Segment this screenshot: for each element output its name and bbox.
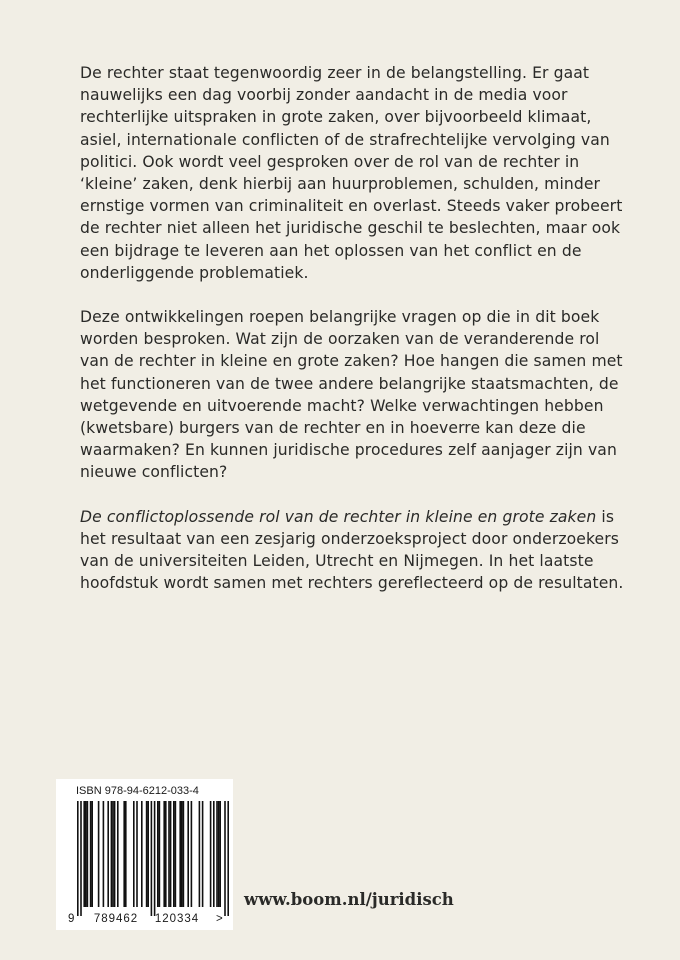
isbn-label: ISBN 978-94-6212-033-4 bbox=[76, 785, 199, 797]
barcode-bars bbox=[77, 801, 229, 916]
paragraph-questions: Deze ontwikkelingen roepen belangrijke vragen op die in dit boek worden besproken. Wat zijn de oorzaken van de veranderende rol van de rechter in kleine en grote zaken? Hoe hangen die samen met het functioneren van de twee andere belangrijke staatsmachten, de wetgevende en uitvoerende macht? Welke verwachtingen hebben (kwetsbare) burgers van de rechter en in hoeverre kan deze die waarmaken? En kunnen juridische procedures zelf aanjager zijn van nieuwe conflicten? bbox=[80, 308, 623, 482]
barcode-bar bbox=[91, 801, 93, 907]
barcode-digits-left: 789462 bbox=[93, 913, 139, 925]
barcode-bar bbox=[163, 801, 165, 907]
back-cover-text bbox=[80, 62, 625, 616]
barcode-icon bbox=[56, 779, 233, 930]
barcode-bar bbox=[154, 801, 156, 916]
barcode-quiet-zone-arrow: > bbox=[216, 913, 223, 925]
barcode-bar bbox=[107, 801, 109, 907]
barcode-bar bbox=[210, 801, 212, 907]
barcode-digits-right: 120334 bbox=[154, 913, 200, 925]
barcode-bar bbox=[80, 801, 82, 916]
barcode-bar bbox=[103, 801, 105, 907]
barcode-bar bbox=[179, 801, 181, 907]
barcode-bar bbox=[191, 801, 193, 907]
barcode-bar bbox=[85, 801, 87, 907]
barcode-bar bbox=[111, 801, 113, 907]
barcode-bar bbox=[168, 801, 170, 907]
barcode-bar bbox=[202, 801, 204, 907]
barcode-bar bbox=[183, 801, 185, 907]
barcode-bar bbox=[157, 801, 159, 907]
barcode-bar bbox=[83, 801, 85, 907]
barcode-bar bbox=[165, 801, 167, 907]
barcode-bar bbox=[112, 801, 114, 907]
publisher-website: www.boom.nl/juridisch bbox=[244, 890, 454, 909]
barcode-bar bbox=[151, 801, 153, 916]
barcode-bar bbox=[141, 801, 143, 907]
barcode-bar bbox=[98, 801, 100, 907]
paragraph-project-rest: is het resultaat van een zesjarig onderzoeksproject door onderzoekers van de universiteiten Leiden, Utrecht en Nijmegen. In het laatste hoofdstuk wordt samen met rechters gereflecteerd op de resultaten. bbox=[80, 507, 624, 593]
barcode-bar bbox=[147, 801, 149, 907]
barcode-bar bbox=[187, 801, 189, 907]
barcode-bar bbox=[117, 801, 119, 907]
paragraph-project bbox=[80, 506, 625, 595]
barcode-bar bbox=[146, 801, 148, 907]
barcode-bar bbox=[173, 801, 175, 907]
barcode-bar bbox=[175, 801, 177, 907]
book-title-italic: De conflictoplossende rol van de rechter in kleine en grote zaken bbox=[80, 507, 597, 526]
barcode-bar bbox=[125, 801, 127, 907]
barcode-bar bbox=[199, 801, 201, 907]
barcode-bar bbox=[227, 801, 229, 916]
barcode-bar bbox=[77, 801, 79, 916]
isbn-barcode bbox=[56, 779, 233, 930]
barcode-bar bbox=[170, 801, 172, 907]
barcode-bar bbox=[218, 801, 220, 907]
barcode-bar bbox=[181, 801, 183, 907]
barcode-bar bbox=[123, 801, 125, 907]
barcode-bar bbox=[136, 801, 138, 907]
barcode-bar bbox=[87, 801, 89, 907]
paragraph-intro: De rechter staat tegenwoordig zeer in de belangstelling. Er gaat nauwelijks een dag voorbij zonder aandacht in de media voor rechterlijke uitspraken in grote zaken, over bijvoorbeeld klimaat, asiel, internationale conflicten of de strafrechtelijke vervolging van politici. Ook wordt veel gesproken over de rol van de rechter in ‘kleine’ zaken, denk hierbij aan huurproblemen, schulden, minder ernstige vormen van criminaliteit en overlast. Steeds vaker probeert de rechter niet alleen het juridische geschil te beslechten, maar ook een bijdrage te leveren aan het oplossen van het conflict en de onderliggende problematiek. bbox=[80, 64, 623, 282]
barcode-bar bbox=[114, 801, 116, 907]
barcode-bar bbox=[224, 801, 226, 916]
barcode-bar bbox=[90, 801, 92, 907]
barcode-bar bbox=[159, 801, 161, 907]
barcode-bar bbox=[133, 801, 135, 907]
barcode-bar bbox=[213, 801, 215, 907]
barcode-bar bbox=[216, 801, 218, 907]
barcode-bar bbox=[219, 801, 221, 907]
barcode-digit-first: 9 bbox=[68, 913, 75, 925]
